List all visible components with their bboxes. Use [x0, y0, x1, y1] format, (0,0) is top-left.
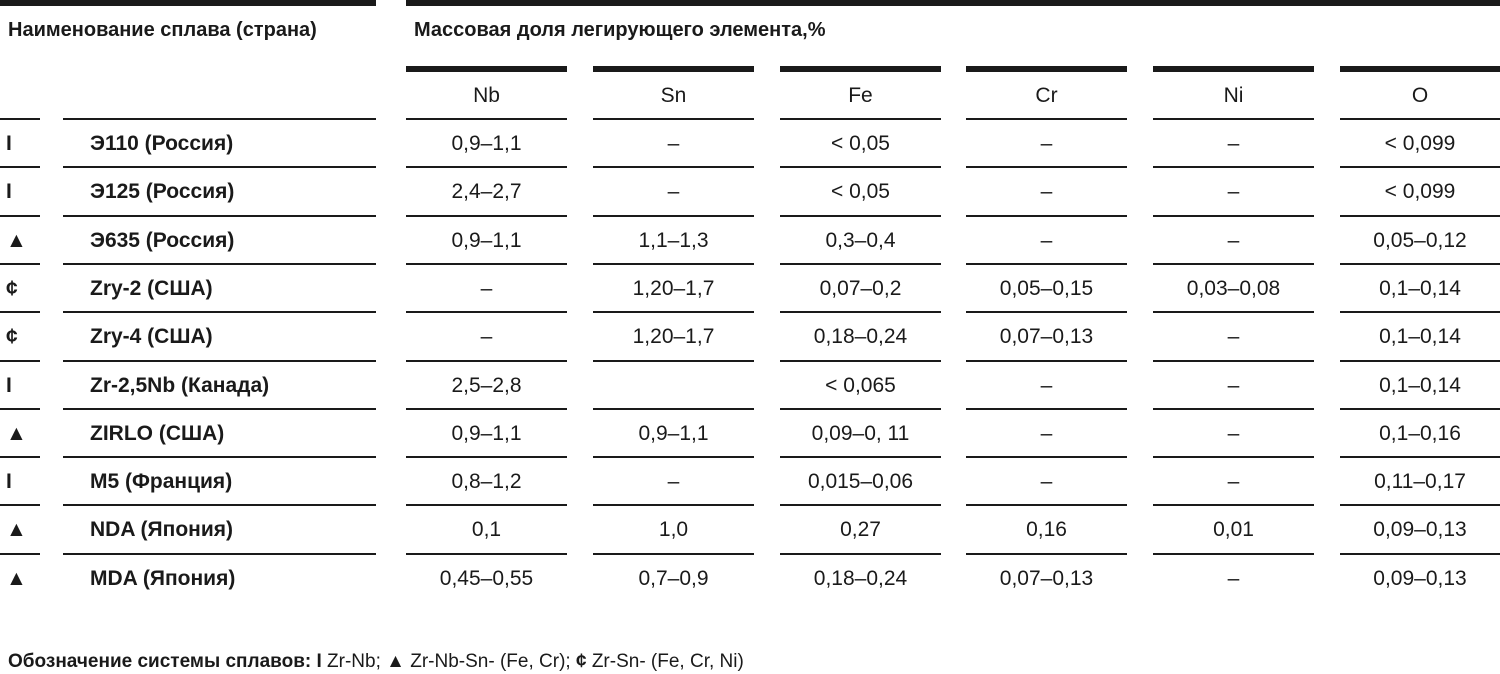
table-cell-nb: – [480, 277, 493, 300]
row-rule-mark [0, 118, 40, 120]
legend-mark-zr-sn: ¢ [575, 651, 587, 672]
legend-text-zr-nb-sn: Zr-Nb-Sn- (Fe, Cr); [404, 651, 571, 672]
table-cell-cr: – [1040, 374, 1053, 397]
table-cell-fe: 0,27 [840, 518, 881, 541]
row-rule-cell [406, 360, 567, 362]
row-rule-name [63, 504, 376, 506]
row-rule-cell [780, 360, 941, 362]
alloy-name: Э635 (Россия) [90, 229, 235, 252]
table-cell-sn: – [667, 470, 680, 493]
right-header-title: Массовая доля легирующего элемента,% [414, 19, 826, 41]
row-rule-mark [0, 166, 40, 168]
row-rule-cell [593, 456, 754, 458]
alloy-name: MDA (Япония) [90, 567, 236, 590]
row-rule-cell [780, 166, 941, 168]
alloy-name: Zry-2 (США) [90, 277, 213, 300]
table-cell-o: < 0,099 [1384, 180, 1456, 203]
row-rule-cell [1153, 360, 1314, 362]
table-cell-ni: – [1227, 229, 1240, 252]
row-rule-cell [406, 504, 567, 506]
table-cell-fe: 0,18–0,24 [813, 325, 908, 348]
row-rule-cell [593, 408, 754, 410]
table-cell-ni: – [1227, 422, 1240, 445]
row-rule-mark [0, 360, 40, 362]
column-header-cr: Cr [1035, 84, 1058, 107]
row-rule-cell [780, 215, 941, 217]
row-rule-cell [1153, 553, 1314, 555]
row-rule-cell [966, 118, 1127, 120]
row-rule-mark [0, 504, 40, 506]
row-rule-cell [1340, 215, 1500, 217]
row-rule-cell [1153, 311, 1314, 313]
row-rule-name [63, 263, 376, 265]
table-cell-sn: 0,7–0,9 [638, 567, 709, 590]
row-rule-cell [966, 263, 1127, 265]
table-cell-cr: – [1040, 229, 1053, 252]
table-cell-o: 0,1–0,14 [1379, 374, 1461, 397]
row-rule-mark [0, 456, 40, 458]
table-cell-fe: 0,07–0,2 [819, 277, 902, 300]
row-rule-mark [0, 408, 40, 410]
table-cell-sn: 0,9–1,1 [638, 422, 709, 445]
row-rule-cell [966, 311, 1127, 313]
row-rule-cell [780, 456, 941, 458]
row-rule-cell [406, 118, 567, 120]
row-rule-cell [780, 311, 941, 313]
row-rule-cell [593, 504, 754, 506]
alloy-name: NDA (Япония) [90, 518, 233, 541]
row-rule-cell [966, 504, 1127, 506]
row-rule-cell [406, 263, 567, 265]
table-cell-nb: 0,8–1,2 [451, 470, 522, 493]
row-rule-cell [593, 553, 754, 555]
row-rule-cell [1153, 215, 1314, 217]
row-rule-cell [406, 311, 567, 313]
row-rule-cell [593, 166, 754, 168]
column-rule-cr [966, 66, 1127, 72]
alloy-system-mark: I [6, 132, 12, 155]
table-cell-cr: 0,16 [1026, 518, 1067, 541]
row-rule-cell [1340, 360, 1500, 362]
row-rule-name [63, 215, 376, 217]
row-rule-cell [406, 215, 567, 217]
row-rule-mark [0, 263, 40, 265]
alloy-system-mark: ¢ [6, 277, 18, 300]
row-rule-cell [780, 504, 941, 506]
alloy-system-mark: ▲ [6, 422, 27, 445]
table-cell-nb: 2,5–2,8 [451, 374, 522, 397]
row-rule-name [63, 456, 376, 458]
row-rule-cell [780, 263, 941, 265]
row-rule-cell [406, 456, 567, 458]
table-cell-ni: – [1227, 180, 1240, 203]
row-rule-name [63, 553, 376, 555]
table-cell-cr: – [1040, 132, 1053, 155]
row-rule-cell [1153, 504, 1314, 506]
row-rule-cell [966, 215, 1127, 217]
row-rule-cell [966, 456, 1127, 458]
row-rule-cell [1340, 118, 1500, 120]
row-rule-cell [1340, 553, 1500, 555]
table-cell-ni: 0,01 [1213, 518, 1254, 541]
alloy-name: M5 (Франция) [90, 470, 233, 493]
legend-mark-zr-nb-sn: ▲ [386, 651, 405, 672]
column-header-ni: Ni [1223, 84, 1244, 107]
alloy-system-mark: ▲ [6, 229, 27, 252]
row-rule-cell [593, 263, 754, 265]
alloy-name: Zr-2,5Nb (Канада) [90, 374, 270, 397]
row-rule-name [63, 311, 376, 313]
column-header-nb: Nb [473, 84, 500, 107]
row-rule-cell [966, 408, 1127, 410]
column-rule-o [1340, 66, 1500, 72]
row-rule-cell [1340, 504, 1500, 506]
table-cell-o: 0,11–0,17 [1374, 470, 1466, 493]
table-cell-ni: – [1227, 325, 1240, 348]
row-rule-cell [1340, 311, 1500, 313]
table-cell-fe: 0,09–0, 11 [811, 422, 910, 445]
row-rule-cell [1153, 408, 1314, 410]
column-header-o: O [1411, 84, 1429, 107]
table-cell-o: 0,1–0,16 [1379, 422, 1461, 445]
alloy-name: ZIRLO (США) [90, 422, 225, 445]
column-rule-fe [780, 66, 941, 72]
table-cell-ni: – [1227, 470, 1240, 493]
row-rule-name [63, 360, 376, 362]
table-cell-fe: 0,18–0,24 [813, 567, 908, 590]
table-cell-cr: – [1040, 422, 1053, 445]
top-rule-right [406, 0, 1500, 6]
table-cell-o: 0,05–0,12 [1373, 229, 1467, 252]
table-cell-ni: – [1227, 567, 1240, 590]
table-cell-fe: 0,015–0,06 [807, 470, 914, 493]
row-rule-cell [1340, 408, 1500, 410]
row-rule-name [63, 408, 376, 410]
column-header-sn: Sn [660, 84, 687, 107]
column-rule-ni [1153, 66, 1314, 72]
row-rule-cell [406, 166, 567, 168]
left-header-title: Наименование сплава (страна) [8, 19, 317, 41]
row-rule-cell [1340, 166, 1500, 168]
row-rule-cell [780, 553, 941, 555]
row-rule-cell [593, 118, 754, 120]
alloy-name: Zry-4 (США) [90, 325, 213, 348]
table-cell-fe: < 0,05 [831, 132, 890, 155]
table-cell-cr: 0,07–0,13 [999, 325, 1094, 348]
table-cell-fe: 0,3–0,4 [825, 229, 896, 252]
column-rule-sn [593, 66, 754, 72]
table-cell-sn: 1,20–1,7 [632, 277, 715, 300]
table-cell-sn: 1,1–1,3 [638, 229, 709, 252]
table-cell-o: < 0,099 [1384, 132, 1456, 155]
table-cell-cr: 0,07–0,13 [999, 567, 1094, 590]
top-rule-left [0, 0, 376, 6]
table-cell-cr: – [1040, 470, 1053, 493]
table-cell-cr: – [1040, 180, 1053, 203]
alloy-system-mark: I [6, 374, 12, 397]
row-rule-cell [966, 553, 1127, 555]
column-rule-nb [406, 66, 567, 72]
row-rule-cell [780, 408, 941, 410]
legend [8, 650, 744, 674]
table-cell-nb: – [480, 325, 493, 348]
table-cell-fe: < 0,05 [831, 180, 890, 203]
alloy-system-mark: I [6, 180, 12, 203]
alloy-system-mark: ▲ [6, 567, 27, 590]
table-cell-sn: – [667, 180, 680, 203]
row-rule-mark [0, 553, 40, 555]
alloy-system-mark: ▲ [6, 518, 27, 541]
row-rule-cell [1153, 118, 1314, 120]
table-cell-cr: 0,05–0,15 [999, 277, 1094, 300]
alloy-name: Э110 (Россия) [90, 132, 234, 155]
row-rule-mark [0, 215, 40, 217]
row-rule-cell [1153, 456, 1314, 458]
table-cell-nb: 0,45–0,55 [439, 567, 534, 590]
table-cell-sn: 1,20–1,7 [632, 325, 715, 348]
table-cell-o: 0,09–0,13 [1373, 518, 1467, 541]
alloy-system-mark: I [6, 470, 12, 493]
table-cell-nb: 2,4–2,7 [451, 180, 522, 203]
table-cell-ni: 0,03–0,08 [1186, 277, 1281, 300]
row-rule-cell [1153, 263, 1314, 265]
alloy-system-mark: ¢ [6, 325, 18, 348]
legend-mark-zr-nb: I [316, 651, 322, 672]
table-cell-ni: – [1227, 374, 1240, 397]
table-cell-o: 0,09–0,13 [1373, 567, 1467, 590]
table-cell-nb: 0,9–1,1 [451, 229, 522, 252]
row-rule-mark [0, 311, 40, 313]
row-rule-cell [1340, 263, 1500, 265]
table-cell-nb: 0,1 [471, 518, 502, 541]
table-cell-sn: – [667, 132, 680, 155]
row-rule-name [63, 166, 376, 168]
alloy-name: Э125 (Россия) [90, 180, 235, 203]
table-cell-nb: 0,9–1,1 [451, 422, 522, 445]
row-rule-cell [780, 118, 941, 120]
row-rule-cell [593, 311, 754, 313]
table-cell-o: 0,1–0,14 [1379, 325, 1461, 348]
table-cell-o: 0,1–0,14 [1379, 277, 1461, 300]
table-cell-nb: 0,9–1,1 [451, 132, 522, 155]
row-rule-cell [966, 360, 1127, 362]
row-rule-cell [593, 360, 754, 362]
legend-text-zr-nb: Zr-Nb; [321, 651, 387, 672]
table-cell-sn: 1,0 [658, 518, 689, 541]
row-rule-cell [406, 408, 567, 410]
table-cell-ni: – [1227, 132, 1240, 155]
row-rule-cell [1153, 166, 1314, 168]
row-rule-cell [1340, 456, 1500, 458]
legend-label: Обозначение системы сплавов: [8, 651, 312, 672]
column-header-fe: Fe [848, 84, 873, 107]
row-rule-cell [966, 166, 1127, 168]
row-rule-name [63, 118, 376, 120]
row-rule-cell [406, 553, 567, 555]
legend-text-zr-sn: Zr-Sn- (Fe, Cr, Ni) [586, 651, 744, 672]
table-cell-fe: < 0,065 [825, 374, 896, 397]
row-rule-cell [593, 215, 754, 217]
